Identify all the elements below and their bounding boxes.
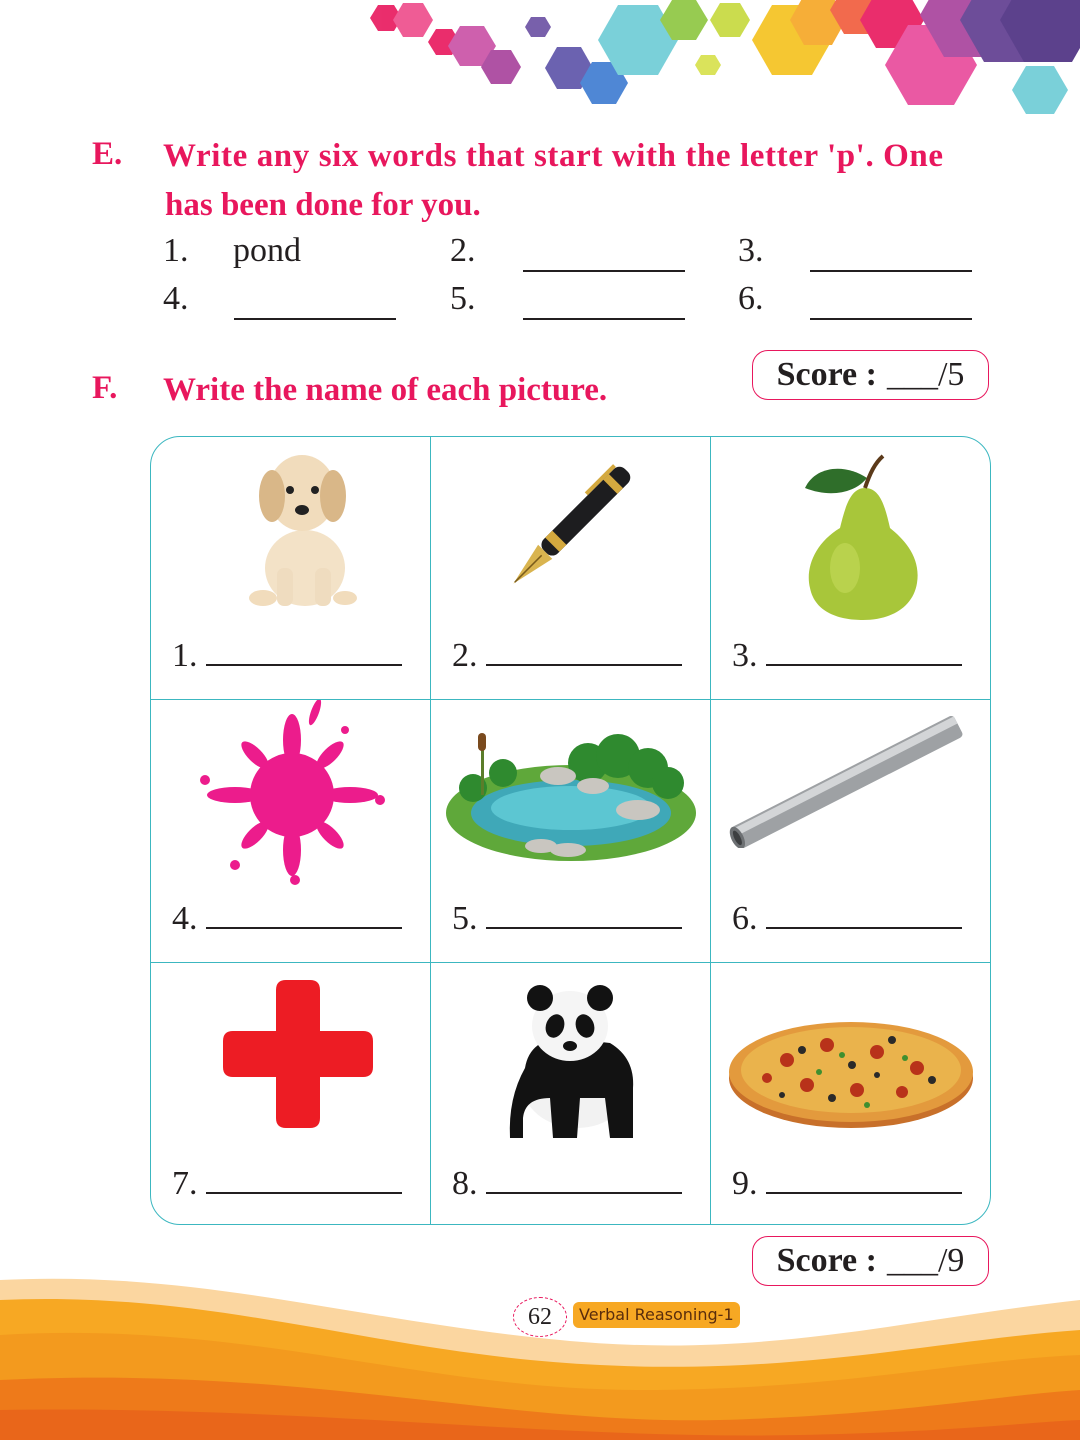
cell-number: 8.	[452, 1165, 478, 1202]
book-title-badge: Verbal Reasoning-1	[573, 1302, 740, 1328]
section-f-letter: F.	[92, 370, 118, 406]
pipe-icon	[727, 716, 967, 848]
section-f-score-box	[752, 1236, 989, 1286]
picture-answer-6	[732, 897, 962, 938]
hexagon-header-decoration	[0, 0, 1080, 120]
grid-divider	[710, 437, 711, 1224]
cell-number: 2.	[452, 637, 478, 674]
cell-number: 3.	[732, 637, 758, 674]
pen-icon	[495, 455, 635, 610]
picture-answer-3	[732, 634, 962, 675]
cell-number: 5.	[452, 900, 478, 937]
answer-blank[interactable]	[810, 270, 972, 272]
pear-icon	[795, 448, 930, 623]
picture-answer-7	[172, 1162, 402, 1203]
score-value: ___/5	[886, 356, 965, 393]
answer-blank[interactable]	[234, 318, 396, 320]
answer-text: pond	[233, 232, 301, 269]
item-number: 6.	[738, 280, 764, 317]
answer-blank[interactable]	[523, 318, 685, 320]
item-number: 5.	[450, 280, 476, 317]
score-label: Score :	[776, 356, 877, 393]
score-value: ___/9	[886, 1242, 965, 1279]
answer-blank[interactable]	[523, 270, 685, 272]
answer-blank[interactable]	[206, 897, 402, 929]
answer-blank[interactable]	[206, 1162, 402, 1194]
section-e-score-box	[752, 350, 989, 400]
answer-blank[interactable]	[766, 897, 962, 929]
section-f-instruction: Write the name of each picture.	[163, 372, 608, 408]
footer-wave-decoration	[0, 1260, 1080, 1440]
answer-blank[interactable]	[486, 634, 682, 666]
grid-divider	[430, 437, 431, 1224]
answer-blank[interactable]	[486, 1162, 682, 1194]
cell-number: 4.	[172, 900, 198, 937]
item-number: 1.	[163, 232, 189, 269]
picture-answer-8	[452, 1162, 682, 1203]
cell-number: 9.	[732, 1165, 758, 1202]
cell-number: 7.	[172, 1165, 198, 1202]
paint-splash-icon	[195, 700, 390, 885]
pizza-icon	[727, 1010, 975, 1130]
section-e-instruction-line1: Write any six words that start with the letter 'p'. One	[163, 138, 944, 174]
score-label: Score :	[776, 1242, 877, 1279]
picture-answer-1	[172, 634, 402, 675]
section-e-letter: E.	[92, 136, 123, 172]
item-number: 2.	[450, 232, 476, 269]
panda-icon	[505, 978, 640, 1143]
cell-number: 6.	[732, 900, 758, 937]
grid-divider	[151, 962, 990, 963]
picture-answer-2	[452, 634, 682, 675]
answer-blank[interactable]	[766, 1162, 962, 1194]
plus-sign-icon	[223, 980, 373, 1128]
answer-blank[interactable]	[810, 318, 972, 320]
picture-answer-9	[732, 1162, 962, 1203]
item-number: 4.	[163, 280, 189, 317]
puppy-icon	[245, 448, 360, 608]
picture-answer-5	[452, 897, 682, 938]
answer-blank[interactable]	[206, 634, 402, 666]
pond-icon	[443, 728, 698, 863]
cell-number: 1.	[172, 637, 198, 674]
picture-answer-4	[172, 897, 402, 938]
answer-blank[interactable]	[486, 897, 682, 929]
section-e-instruction-line2: has been done for you.	[165, 187, 481, 223]
page-number: 62	[513, 1297, 567, 1337]
answer-blank[interactable]	[766, 634, 962, 666]
item-number: 3.	[738, 232, 764, 269]
